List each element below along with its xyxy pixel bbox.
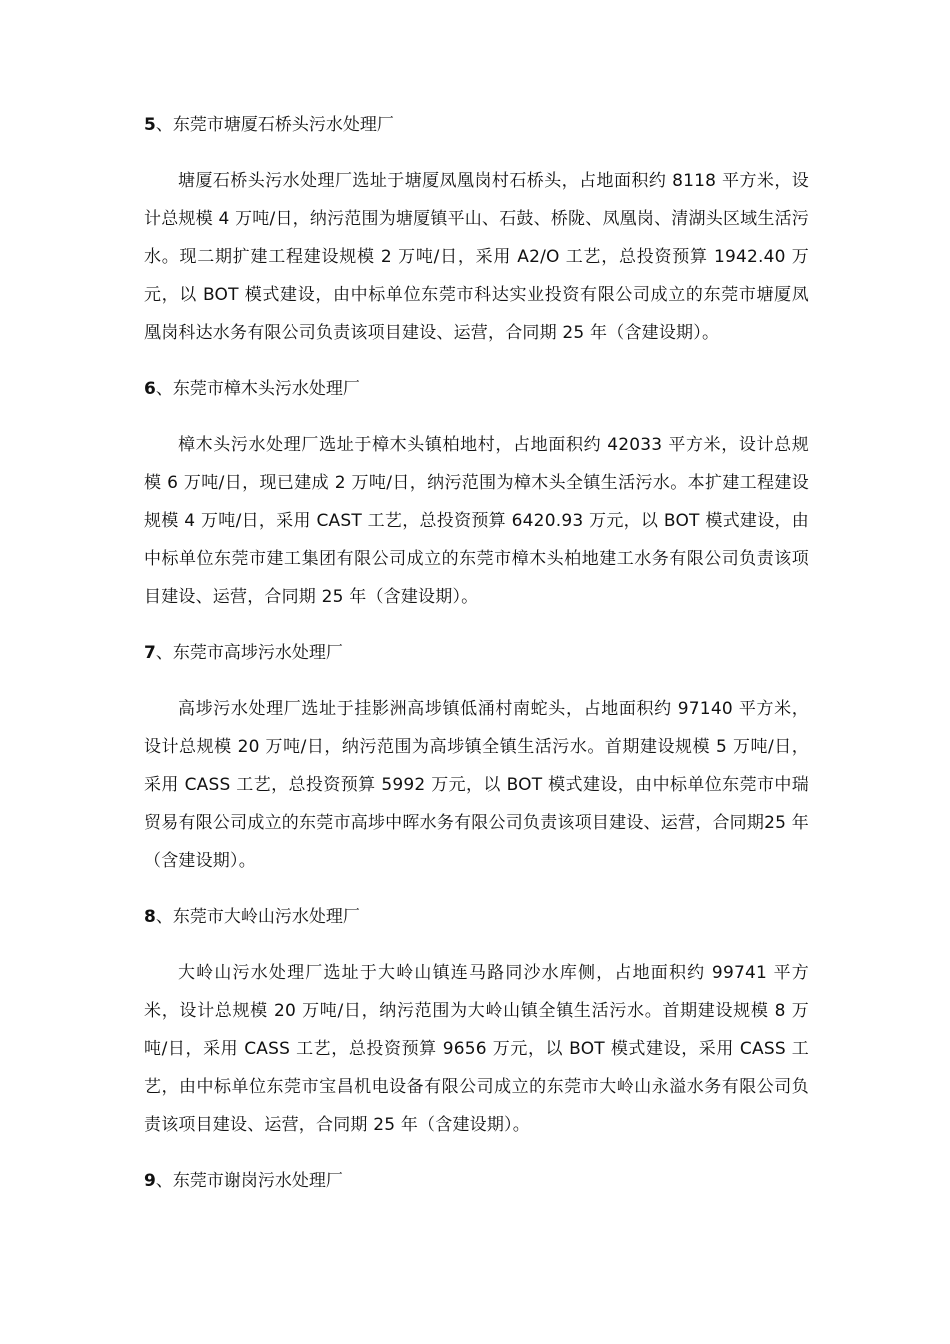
section-paragraph-6: 樟木头污水处理厂选址于樟木头镇柏地村，占地面积约 42033 平方米，设计总规模 6 万吨/日，现已建成 2 万吨/日，纳污范围为樟木头全镇生活污水。本扩建工程建设规模 4 万吨/日，采用 CAST 工艺，总投资预算 6420.93 万元，以 BOT 模式建设，由中标单位东莞市建工集团有限公司成立的东莞市樟木头柏地建工水务有限公司负责该项目建设、运营，合同期 25 年（含建设期）。 [144, 435, 809, 607]
section-title: 、东莞市谢岗污水处理厂 [155, 1171, 343, 1191]
section-title: 、东莞市大岭山污水处理厂 [155, 907, 360, 927]
section-title: 、东莞市高埗污水处理厂 [155, 643, 343, 663]
section-number: 6 [144, 379, 156, 399]
section-paragraph-7: 高埗污水处理厂选址于挂影洲高埗镇低涌村南蛇头，占地面积约 97140 平方米，设计总规模 20 万吨/日，纳污范围为高埗镇全镇生活污水。首期建设规模 5 万吨/日，采用 CASS 工艺，总投资预算 5992 万元，以 BOT 模式建设，由中标单位东莞市中瑞贸易有限公司成立的东莞市高埗中晖水务有限公司负责该项目建设、运营，合同期25 年（含建设期）。 [144, 699, 809, 871]
section-title: 、东莞市塘厦石桥头污水处理厂 [155, 115, 394, 135]
section-title: 、东莞市樟木头污水处理厂 [155, 379, 360, 399]
section-number: 8 [144, 907, 156, 927]
section-paragraph-8: 大岭山污水处理厂选址于大岭山镇连马路同沙水库侧，占地面积约 99741 平方米，设计总规模 20 万吨/日，纳污范围为大岭山镇全镇生活污水。首期建设规模 8 万吨/日，采用 CASS 工艺，总投资预算 9656 万元，以 BOT 模式建设，采用 CASS 工艺，由中标单位东莞市宝昌机电设备有限公司成立的东莞市大岭山永溢水务有限公司负责该项目建设、运营，合同期 25 年（含建设期）。 [144, 963, 809, 1135]
section-number: 7 [144, 643, 156, 663]
section-heading-6 [144, 370, 809, 408]
section-heading-7 [144, 634, 809, 672]
document-content [144, 106, 809, 1218]
section-heading-8 [144, 898, 809, 936]
section-number: 5 [144, 115, 156, 135]
section-heading-9 [144, 1162, 809, 1200]
section-number: 9 [144, 1171, 156, 1191]
section-heading-5 [144, 106, 809, 144]
section-paragraph-5: 塘厦石桥头污水处理厂选址于塘厦凤凰岗村石桥头，占地面积约 8118 平方米，设计总规模 4 万吨/日，纳污范围为塘厦镇平山、石鼓、桥陇、凤凰岗、清湖头区域生活污水。现二期扩建工程建设规模 2 万吨/日，采用 A2/O 工艺，总投资预算 1942.40 万元，以 BOT 模式建设，由中标单位东莞市科达实业投资有限公司成立的东莞市塘厦凤凰岗科达水务有限公司负责该项目建设、运营，合同期 25 年（含建设期）。 [144, 171, 809, 343]
